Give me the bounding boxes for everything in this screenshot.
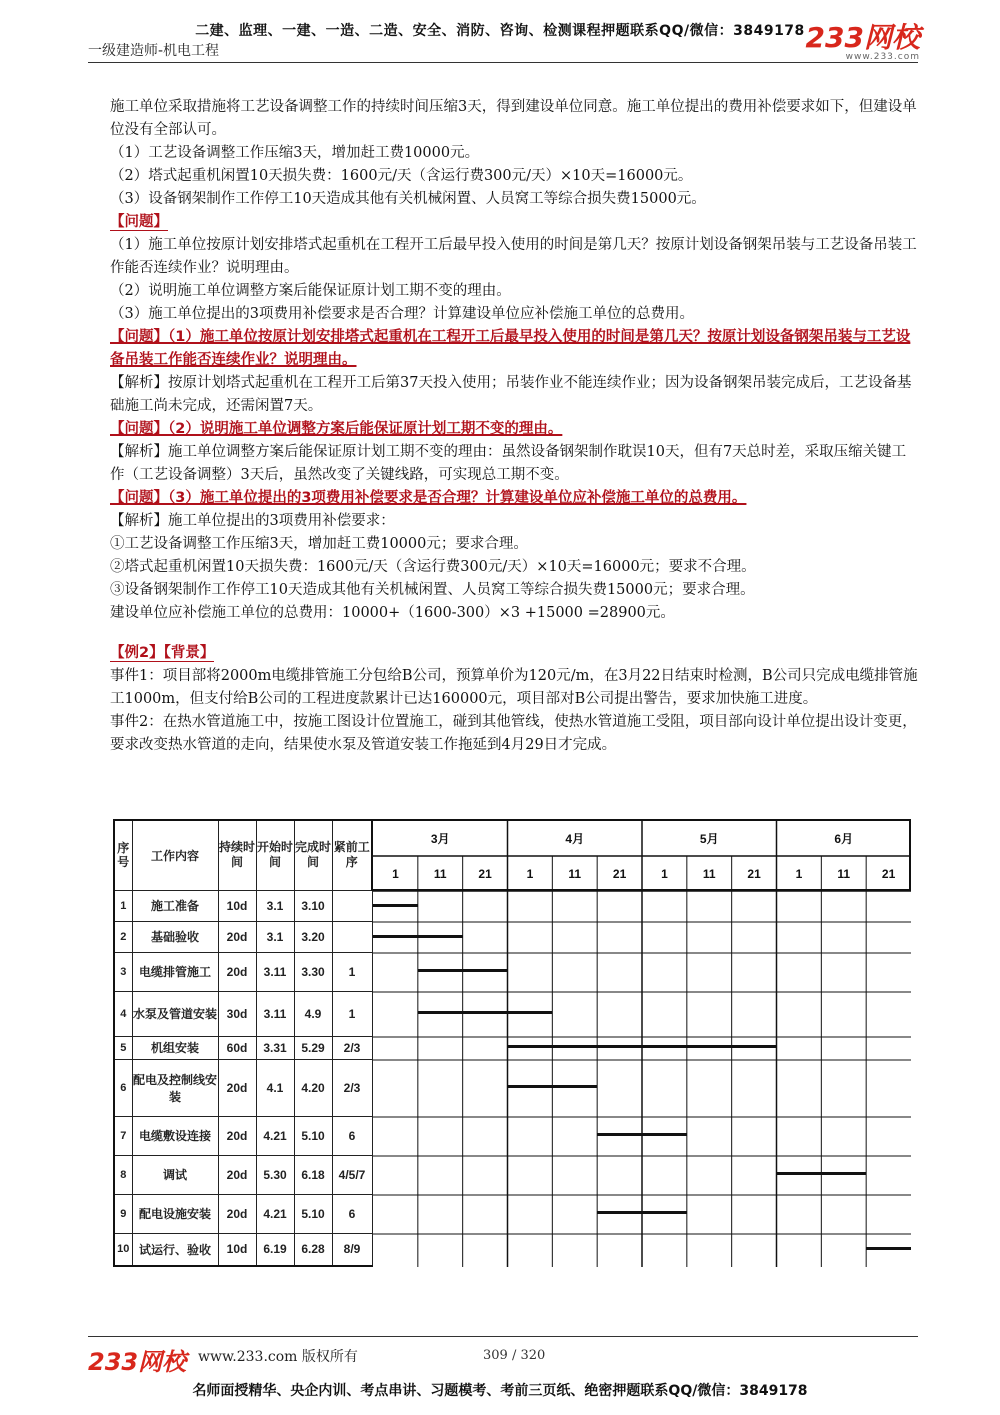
cell-end: 5.29 <box>294 1036 332 1059</box>
month-label: 5月 <box>699 832 719 846</box>
top-contact-banner: 二建、监理、一建、一造、二造、安全、消防、咨询、检测课程押题联系QQ/微信：3849178 <box>195 23 805 39</box>
cell-start: 4.21 <box>256 1116 294 1155</box>
cell-dur: 20d <box>218 1194 256 1233</box>
question-tag: 【问题】 <box>110 214 168 230</box>
cell-end: 3.30 <box>294 952 332 991</box>
claim-1: （1）工艺设备调整工作压缩3天，增加赶工费10000元。 <box>110 145 480 161</box>
event-1: 事件1：项目部将2000m电缆排管施工分包给B公司，预算单价为120元/m，在3月22日结束时检测，B公司只完成电缆排管施工1000m，但支付给B公司的工程进度款累计已达160000元，项目部对B公司提出警告，要求加快施工进度。 <box>110 668 918 707</box>
answer-3-item-1: ①工艺设备调整工作压缩3天，增加赶工费10000元；要求合理。 <box>110 536 528 552</box>
answer-3-total: 建设单位应补偿施工单位的总费用：10000+（1600-300）×3 +15000 =28900元。 <box>110 605 675 621</box>
day-tick-label: 11 <box>837 867 851 881</box>
cell-no: 9 <box>114 1194 132 1233</box>
cell-work: 基础验收 <box>132 921 218 952</box>
day-tick-label: 21 <box>881 867 896 881</box>
cell-pred: 6 <box>332 1194 372 1233</box>
cell-end: 3.20 <box>294 921 332 952</box>
red-question-2: 【问题】（2）说明施工单位调整方案后能保证原计划工期不变的理由。 <box>110 421 563 437</box>
cell-dur: 20d <box>218 952 256 991</box>
day-tick-label: 21 <box>612 867 627 881</box>
cell-work: 试运行、验收 <box>132 1233 218 1266</box>
day-tick-label: 1 <box>661 867 668 881</box>
header-end: 完成时间 <box>294 820 332 890</box>
cell-end: 3.10 <box>294 890 332 921</box>
red-question-3: 【问题】（3）施工单位提出的3项费用补偿要求是否合理？计算建设单位应补偿施工单位的总费用。 <box>110 490 747 506</box>
day-tick-label: 21 <box>747 867 761 881</box>
bottom-contact-banner: 名师面授精华、央企内训、考点串讲、习题模考、考前三页纸、绝密押题联系QQ/微信：3849178 <box>192 1383 808 1399</box>
cell-start: 5.30 <box>256 1155 294 1194</box>
header-duration: 持续时间 <box>218 820 256 890</box>
cell-pred <box>332 921 372 952</box>
cell-work: 电缆排管施工 <box>132 952 218 991</box>
cell-work: 调试 <box>132 1155 218 1194</box>
cell-start: 4.21 <box>256 1194 294 1233</box>
cell-work: 机组安装 <box>132 1036 218 1059</box>
cell-start: 3.11 <box>256 991 294 1036</box>
day-tick-label: 1 <box>526 867 534 881</box>
schedule-gantt-table <box>113 819 911 1267</box>
gantt-chart-area <box>372 820 910 890</box>
cell-work: 配电及控制线安装 <box>132 1059 218 1116</box>
footer-copyright: www.233.com 版权所有 <box>198 1349 358 1365</box>
question-1: （1）施工单位按原计划安排塔式起重机在工程开工后最早投入使用的时间是第几天？按原计划设备钢架吊装与工艺设备吊装工作能否连续作业？说明理由。 <box>110 237 917 276</box>
brand-logo <box>805 21 920 62</box>
cell-end: 6.28 <box>294 1233 332 1266</box>
cell-start: 3.1 <box>256 921 294 952</box>
cell-dur: 10d <box>218 1233 256 1266</box>
cell-start: 3.31 <box>256 1036 294 1059</box>
month-label: 4月 <box>565 832 585 846</box>
answer-3-head: 【解析】施工单位提出的3项费用补偿要求： <box>110 513 395 529</box>
day-tick-label: 21 <box>478 867 492 881</box>
cell-dur: 20d <box>218 1059 256 1116</box>
header-predecessor: 紧前工序 <box>332 820 372 890</box>
cell-pred: 4/5/7 <box>332 1155 372 1194</box>
cell-no: 4 <box>114 991 132 1036</box>
day-tick-label: 11 <box>568 867 582 881</box>
cell-end: 5.10 <box>294 1116 332 1155</box>
event-2: 事件2：在热水管道施工中，按施工图设计位置施工，碰到其他管线，使热水管道施工受阻，项目部向设计单位提出设计变更，要求改变热水管道的走向，结果使水泵及管道安装工作拖延到4月29日才完成。 <box>110 714 917 753</box>
page-number: 309 / 320 <box>483 1348 546 1363</box>
header-start: 开始时间 <box>256 820 294 890</box>
cell-pred: 8/9 <box>332 1233 372 1266</box>
footer-divider <box>88 1336 918 1337</box>
cell-start: 3.11 <box>256 952 294 991</box>
claim-2: （2）塔式起重机闲置10天损失费：1600元/天（含运行费300元/天）×10天=16000元。 <box>110 168 693 184</box>
cell-pred: 2/3 <box>332 1059 372 1116</box>
cell-pred: 1 <box>332 952 372 991</box>
cell-no: 7 <box>114 1116 132 1155</box>
gantt-chart <box>373 821 911 1267</box>
cell-dur: 30d <box>218 991 256 1036</box>
cell-end: 5.10 <box>294 1194 332 1233</box>
day-tick-label: 1 <box>795 867 803 881</box>
cell-end: 4.20 <box>294 1059 332 1116</box>
logo-url: www.233.com <box>845 52 920 62</box>
month-label: 6月 <box>834 832 854 846</box>
cell-no: 3 <box>114 952 132 991</box>
cell-no: 8 <box>114 1155 132 1194</box>
cell-end: 4.9 <box>294 991 332 1036</box>
cell-start: 4.1 <box>256 1059 294 1116</box>
cell-start: 6.19 <box>256 1233 294 1266</box>
cell-pred <box>332 890 372 921</box>
answer-3-item-3: ③设备钢架制作工作停工10天造成其他有关机械闲置、人员窝工等综合损失费15000元；要求合理。 <box>110 582 755 598</box>
question-2: （2）说明施工单位调整方案后能保证原计划工期不变的理由。 <box>110 283 511 299</box>
month-label: 3月 <box>430 832 450 846</box>
cell-no: 5 <box>114 1036 132 1059</box>
cell-pred: 6 <box>332 1116 372 1155</box>
answer-3-item-2: ②塔式起重机闲置10天损失费：1600元/天（含运行费300元/天）×10天=16000元；要求不合理。 <box>110 559 756 575</box>
cell-pred: 1 <box>332 991 372 1036</box>
question-3: （3）施工单位提出的3项费用补偿要求是否合理？计算建设单位应补偿施工单位的总费用。 <box>110 306 694 322</box>
answer-2: 【解析】施工单位调整方案后能保证原计划工期不变的理由：虽然设备钢架制作耽误10天，但有7天总时差，采取压缩关键工作（工艺设备调整）3天后，虽然改变了关键线路，可实现总工期不变。 <box>110 444 907 483</box>
cell-no: 2 <box>114 921 132 952</box>
day-tick-label: 1 <box>392 867 399 881</box>
document-body <box>110 96 920 757</box>
cell-dur: 20d <box>218 1116 256 1155</box>
cell-no: 6 <box>114 1059 132 1116</box>
cell-work: 电缆敷设连接 <box>132 1116 218 1155</box>
cell-work: 水泵及管道安装 <box>132 991 218 1036</box>
cell-dur: 20d <box>218 921 256 952</box>
cell-pred: 2/3 <box>332 1036 372 1059</box>
header-work: 工作内容 <box>132 820 218 890</box>
answer-1: 【解析】按原计划塔式起重机在工程开工后第37天投入使用；吊装作业不能连续作业；因为设备钢架吊装完成后，工艺设备基础施工尚未完成，还需闲置7天。 <box>110 375 912 414</box>
cell-start: 3.1 <box>256 890 294 921</box>
cell-no: 10 <box>114 1233 132 1266</box>
example-2-tag: 【例2】【背景】 <box>110 645 215 661</box>
red-question-1: 【问题】（1）施工单位按原计划安排塔式起重机在工程开工后最早投入使用的时间是第几天？按原计划设备钢架吊装与工艺设备吊装工作能否连续作业？说明理由。 <box>110 329 911 368</box>
cell-end: 6.18 <box>294 1155 332 1194</box>
header-no: 序号 <box>114 820 132 890</box>
header-divider <box>88 62 918 63</box>
day-tick-label: 11 <box>702 867 716 881</box>
cell-no: 1 <box>114 890 132 921</box>
claim-3: （3）设备钢架制作工作停工10天造成其他有关机械闲置、人员窝工等综合损失费15000元。 <box>110 191 706 207</box>
course-subtitle: 一级建造师-机电工程 <box>88 43 220 59</box>
cell-work: 施工准备 <box>132 890 218 921</box>
cell-dur: 10d <box>218 890 256 921</box>
cell-dur: 20d <box>218 1155 256 1194</box>
cell-dur: 60d <box>218 1036 256 1059</box>
day-tick-label: 11 <box>433 867 447 881</box>
paragraph-intro: 施工单位采取措施将工艺设备调整工作的持续时间压缩3天，得到建设单位同意。施工单位提出的费用补偿要求如下，但建设单位没有全部认可。 <box>110 99 917 138</box>
logo-text: 233网校 <box>805 21 920 54</box>
footer-logo: 233网校 <box>88 1348 187 1376</box>
cell-work: 配电设施安装 <box>132 1194 218 1233</box>
